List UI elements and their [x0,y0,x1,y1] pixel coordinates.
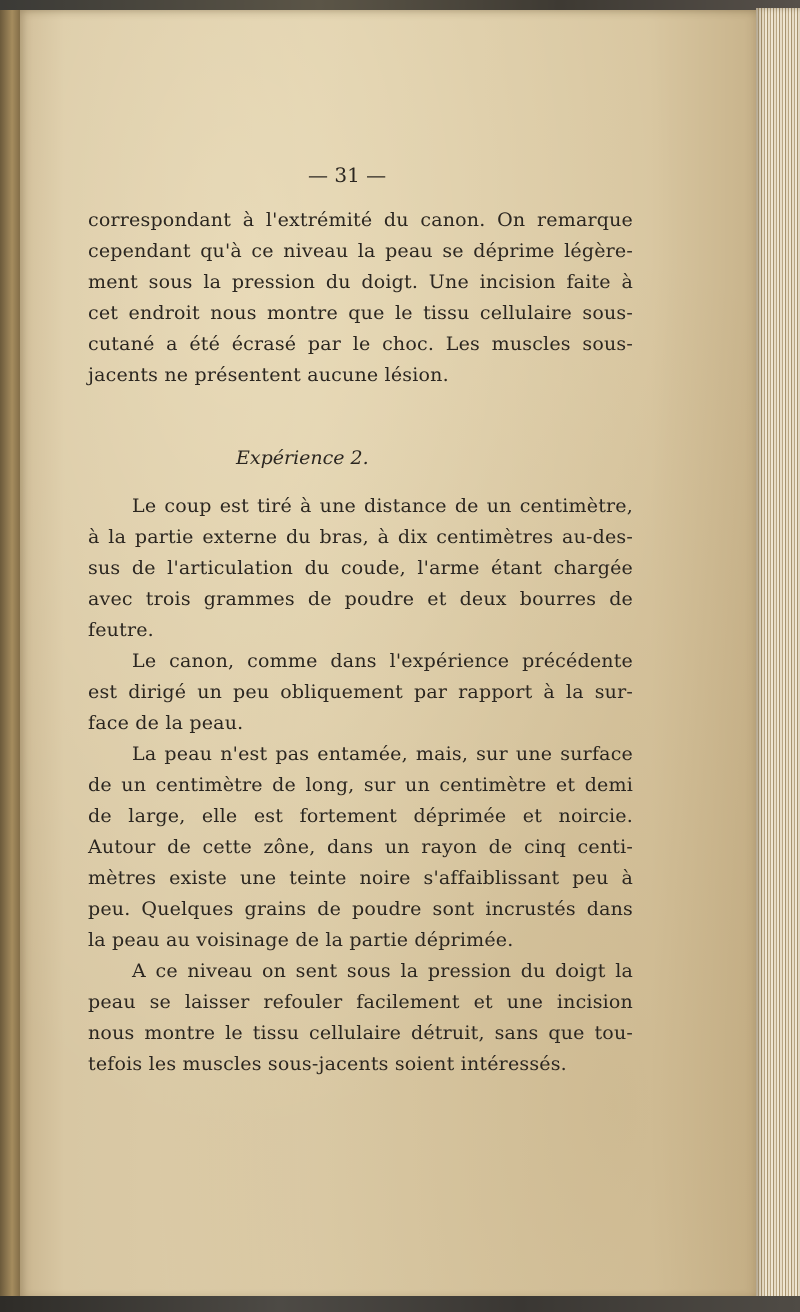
text-line: A ce niveau on sent sous la pression du doigt la [132,960,633,982]
text-line: cependant qu'à ce niveau la peau se déprime légère- [88,240,633,262]
text-line: feutre. [88,619,154,641]
text-line: à la partie externe du bras, à dix centimètres au-des- [88,526,633,548]
left-cover-edge [0,10,22,1300]
text-line: nous montre le tissu cellulaire détruit, sans que tou- [88,1022,633,1044]
text-line: mètres existe une teinte noire s'affaiblissant peu à [88,867,633,889]
text-line: peau se laisser refouler facilement et une incision [88,991,633,1013]
text-line: Autour de cette zône, dans un rayon de cinq centi- [88,836,633,858]
paper-page [20,10,762,1300]
stacked-page-edges [756,8,800,1302]
text-line: de un centimètre de long, sur un centimètre et demi [88,774,633,796]
text-line: ment sous la pression du doigt. Une incision faite à [88,271,633,293]
text-line: la peau au voisinage de la partie déprimée. [88,929,514,951]
text-line: face de la peau. [88,712,244,734]
text-line: Le coup est tiré à une distance de un centimètre, [132,495,633,517]
text-line: de large, elle est fortement déprimée et noircie. [88,805,633,827]
text-line: peu. Quelques grains de poudre sont incrustés dans [88,898,633,920]
text-line: Le canon, comme dans l'expérience précédente [132,650,633,672]
text-line: sus de l'articulation du coude, l'arme étant chargée [88,557,633,579]
section-heading: Expérience 2. [236,447,369,469]
text-line: est dirigé un peu obliquement par rapport à la sur- [88,681,633,703]
text-line: jacents ne présentent aucune lésion. [88,364,449,386]
text-line: cet endroit nous montre que le tissu cellulaire sous- [88,302,633,324]
text-line: tefois les muscles sous-jacents soient intéressés. [88,1053,567,1075]
text-line: cutané a été écrasé par le choc. Les muscles sous- [88,333,633,355]
text-line: La peau n'est pas entamée, mais, sur une surface [132,743,633,765]
text-line: avec trois grammes de poudre et deux bourres de [88,588,633,610]
page-number: — 31 — [308,163,387,187]
bottom-binding-edge [0,1296,800,1312]
text-line: correspondant à l'extrémité du canon. On remarque [88,209,633,231]
